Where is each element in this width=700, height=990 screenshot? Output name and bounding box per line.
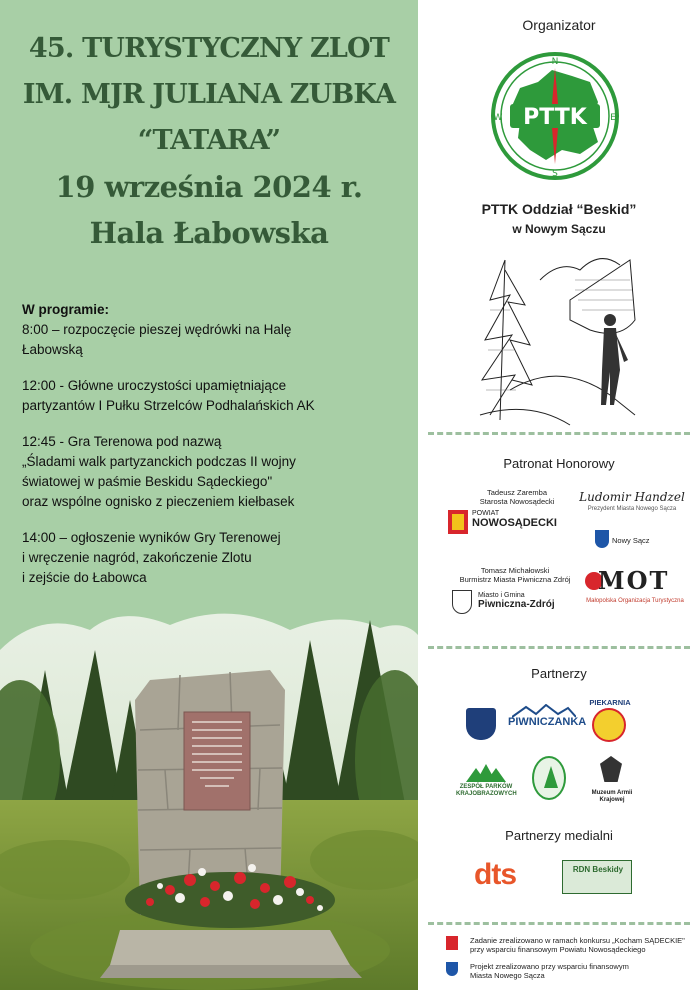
partner-shield-icon bbox=[466, 708, 496, 740]
hiker-sketch bbox=[470, 240, 640, 430]
pttk-logo-text: PTTK bbox=[523, 105, 587, 130]
svg-text:E: E bbox=[610, 113, 616, 123]
partners-heading: Partnerzy bbox=[531, 666, 587, 681]
pttk-logo bbox=[490, 46, 620, 186]
svg-text:N: N bbox=[551, 57, 559, 67]
program-item-2: 12:00 - Główne uroczystości upamiętniające partyzantów I Pułku Strzelców Podhalańskich AK bbox=[22, 378, 315, 413]
mot-name: Małopolska Organizacja Turystyczna bbox=[586, 598, 684, 604]
program bbox=[22, 300, 412, 604]
dts-logo: dts bbox=[474, 858, 516, 891]
organizer-name: PTTK Oddział “Beskid” bbox=[481, 201, 637, 217]
footer-powiat: Zadanie zrealizowano w ramach konkursu „Kocham SĄDECKIE" przy wsparciu finansowym Powiatu Nowosądeckiego bbox=[470, 936, 685, 954]
svg-text:W: W bbox=[493, 113, 503, 123]
event-date: 19 września 2024 r. bbox=[55, 170, 363, 204]
event-title bbox=[0, 26, 418, 256]
piekarnia-label: PIEKARNIA bbox=[589, 698, 631, 707]
nowy-sacz-small-icon bbox=[446, 962, 458, 976]
zespol-parkow-icon bbox=[466, 760, 506, 782]
zespol-label: ZESPÓŁ PARKÓW KRAJOBRAZOWYCH bbox=[456, 784, 517, 797]
forest-badge-icon bbox=[532, 756, 566, 800]
piwniczna-coat-of-arms-icon bbox=[452, 590, 472, 614]
title-line-3: “TATARA” bbox=[137, 125, 281, 156]
muzeum-label: Muzeum Armii Krajowej bbox=[591, 790, 633, 803]
svg-text:S: S bbox=[552, 169, 558, 179]
organizer-heading: Organizator bbox=[522, 17, 596, 33]
president-title: Prezydent Miasta Nowego Sącza bbox=[587, 506, 677, 512]
title-line-1: 45. TURYSTYCZNY ZLOT bbox=[28, 33, 390, 64]
organizer-city: w Nowym Sączu bbox=[512, 222, 606, 236]
powiat-coat-of-arms-icon bbox=[448, 510, 468, 534]
piwniczna-logo: Miasto i Gmina Piwniczna-Zdrój bbox=[478, 592, 555, 610]
nowy-sacz-coat-of-arms-icon bbox=[595, 530, 609, 548]
powiat-small-icon bbox=[446, 936, 458, 950]
patronage-heading: Patronat Honorowy bbox=[503, 456, 615, 471]
burmistrz: Tomasz Michałowski Burmistrz Miasta Piwniczna Zdrój bbox=[459, 566, 571, 584]
president-signature: Ludomir Handzel bbox=[579, 490, 685, 504]
mot-logo: MOT bbox=[598, 566, 670, 595]
title-line-2: IM. MJR JULIANA ZUBKA bbox=[22, 79, 396, 110]
program-heading: W programie: bbox=[22, 302, 110, 317]
divider-2 bbox=[428, 646, 690, 649]
starosta: Tadeusz Zaremba Starosta Nowosądecki bbox=[479, 488, 555, 506]
footer-miasto: Projekt zrealizowano przy wsparciu finansowym Miasta Nowego Sącza bbox=[470, 962, 629, 980]
powiat-logo: POWIAT NOWOSĄDECKI bbox=[472, 510, 557, 529]
event-place: Hala Łabowska bbox=[89, 216, 329, 250]
piwniczanka-logo: PIWNICZANKA bbox=[508, 716, 587, 728]
rdn-logo: RDN Beskidy bbox=[562, 860, 632, 894]
piwniczanka-mountains-icon bbox=[512, 704, 576, 718]
divider-1 bbox=[428, 432, 690, 435]
program-item-1: 8:00 – rozpoczęcie pieszej wędrówki na Halę Łabowską bbox=[22, 322, 292, 357]
program-item-4: 14:00 – ogłoszenie wyników Gry Terenowej i wręczenie nagród, zakończenie Zlotu i zejście do Łabowca bbox=[22, 530, 281, 585]
monument-photo bbox=[0, 610, 418, 990]
piekarnia-logo-icon bbox=[592, 708, 626, 742]
divider-3 bbox=[428, 922, 690, 925]
media-heading: Partnerzy medialni bbox=[505, 828, 613, 843]
program-item-3: 12:45 - Gra Terenowa pod nazwą „Śladami walk partyzanckich podczas II wojny światowej w paśmie Beskidu Sądeckiego" oraz wspólne ognisko z pieczeniem kiełbasek bbox=[22, 434, 296, 509]
monument-illustration bbox=[0, 610, 418, 990]
nowy-sacz-label: Nowy Sącz bbox=[612, 536, 650, 545]
